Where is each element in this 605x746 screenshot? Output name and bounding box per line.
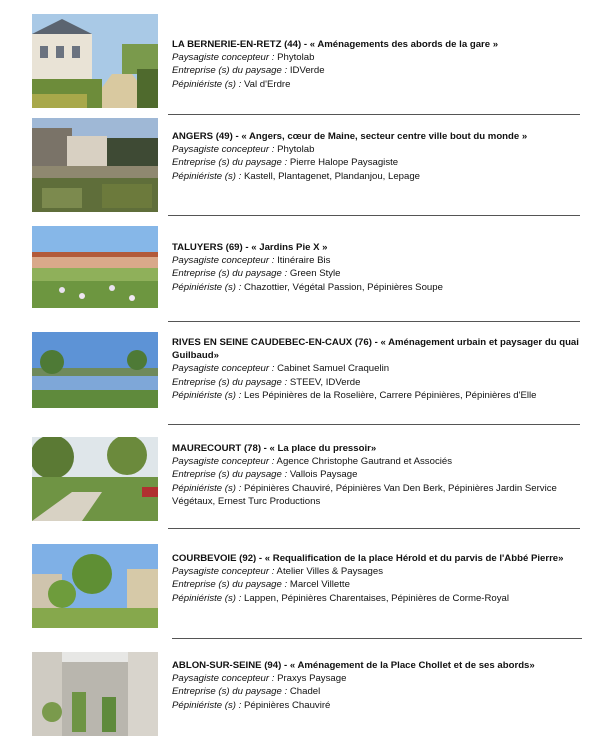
- nursery-line: [172, 170, 582, 183]
- nursery-value: Pépinières Chauviré, Pépinières Van Den Berk, Pépinières Jardin Service Végétaux, Ernest Turc Productions: [172, 482, 557, 507]
- entry-title: ABLON-SUR-SEINE (94) - « Aménagement de la Place Chollet et de ses abords»: [172, 660, 535, 671]
- company-line: [172, 685, 582, 698]
- place-name: MAURECOURT (78): [172, 443, 262, 454]
- company-value: Chadel: [289, 686, 321, 698]
- company-label: Entreprise (s) du paysage :: [172, 157, 288, 169]
- photo-la-bernerie: [32, 14, 158, 108]
- company-line: [172, 156, 582, 169]
- company-label: Entreprise (s) du paysage :: [172, 376, 288, 388]
- nursery-label: Pépiniériste (s) :: [172, 78, 242, 90]
- nursery-line: [172, 482, 582, 508]
- entry-title: MAURECOURT (78) - « La place du pressoir»: [172, 443, 377, 454]
- place-name: RIVES EN SEINE CAUDEBEC-EN-CAUX (76): [172, 337, 372, 348]
- nursery-label: Pépiniériste (s) :: [172, 389, 242, 401]
- place-name: LA BERNERIE-EN-RETZ (44): [172, 39, 302, 50]
- entry-text: [172, 38, 582, 91]
- designer-line: [172, 362, 582, 375]
- designer-value: Agence Christophe Gautrand et Associés: [276, 456, 453, 468]
- designer-label: Paysagiste concepteur :: [172, 144, 275, 156]
- project-name: « Aménagement de la Place Chollet et de ses abords»: [289, 660, 535, 671]
- nursery-line: [172, 389, 582, 402]
- entry-text: [172, 442, 582, 508]
- company-line: [172, 267, 582, 280]
- photo-taluyers: [32, 226, 158, 308]
- entry-title: COURBEVOIE (92) - « Requalification de la place Hérold et du parvis de l'Abbé Pierre»: [172, 553, 564, 564]
- separator: [168, 528, 580, 529]
- nursery-value: Pépinières Chauviré: [243, 699, 331, 711]
- project-name: « Aménagements des abords de la gare »: [309, 39, 499, 50]
- entry-title: TALUYERS (69) - « Jardins Pie X »: [172, 242, 328, 253]
- company-line: [172, 376, 582, 389]
- photo-image: [32, 118, 158, 212]
- project-name: « La place du pressoir»: [269, 443, 377, 454]
- project-name: « Angers, cœur de Maine, secteur centre ville bout du monde »: [241, 131, 528, 142]
- project-name: « Aménagement urbain et paysager du quai Guilbaud»: [172, 337, 579, 362]
- photo-image: [32, 332, 158, 408]
- place-name: ABLON-SUR-SEINE (94): [172, 660, 282, 671]
- company-label: Entreprise (s) du paysage :: [172, 686, 288, 698]
- designer-line: [172, 143, 582, 156]
- photo-rives-en-seine: [32, 332, 158, 408]
- designer-value: Phytolab: [277, 144, 315, 156]
- photo-image: [32, 544, 158, 628]
- separator: [172, 638, 582, 639]
- entry-text: [172, 336, 582, 402]
- entry-text: [172, 241, 582, 294]
- nursery-label: Pépiniériste (s) :: [172, 170, 242, 182]
- photo-image: [32, 14, 158, 108]
- designer-value: Cabinet Samuel Craquelin: [277, 363, 390, 375]
- designer-label: Paysagiste concepteur :: [172, 456, 275, 468]
- entry-title: ANGERS (49) - « Angers, cœur de Maine, secteur centre ville bout du monde »: [172, 131, 528, 142]
- designer-label: Paysagiste concepteur :: [172, 52, 275, 64]
- place-name: COURBEVOIE (92): [172, 553, 257, 564]
- entry-title: RIVES EN SEINE CAUDEBEC-EN-CAUX (76) - « Aménagement urbain et paysager du quai Guilbaud»: [172, 337, 579, 362]
- nursery-line: [172, 699, 582, 712]
- nursery-line: [172, 78, 582, 91]
- entry-text: [172, 552, 582, 605]
- company-label: Entreprise (s) du paysage :: [172, 268, 288, 280]
- designer-label: Paysagiste concepteur :: [172, 566, 275, 578]
- nursery-value: Les Pépinières de la Roselière, Carrere Pépinières, Pépinières d'Elle: [243, 389, 537, 401]
- nursery-value: Lappen, Pépinières Charentaises, Pépinières de Corme-Royal: [243, 592, 510, 604]
- designer-line: [172, 565, 582, 578]
- designer-value: Atelier Villes & Paysages: [276, 566, 384, 578]
- nursery-line: [172, 281, 582, 294]
- place-name: ANGERS (49): [172, 131, 233, 142]
- separator: [168, 215, 580, 216]
- designer-label: Paysagiste concepteur :: [172, 255, 275, 267]
- project-name: « Requalification de la place Hérold et du parvis de l'Abbé Pierre»: [264, 553, 564, 564]
- entry-title: LA BERNERIE-EN-RETZ (44) - « Aménagements des abords de la gare »: [172, 39, 499, 50]
- designer-label: Paysagiste concepteur :: [172, 363, 275, 375]
- designer-value: Praxys Paysage: [277, 673, 347, 685]
- nursery-label: Pépiniériste (s) :: [172, 592, 242, 604]
- designer-value: Phytolab: [277, 52, 315, 64]
- nursery-line: [172, 592, 582, 605]
- nursery-value: Kastell, Plantagenet, Plandanjou, Lepage: [243, 170, 421, 182]
- company-value: Green Style: [289, 268, 341, 280]
- company-line: [172, 468, 582, 481]
- nursery-label: Pépiniériste (s) :: [172, 281, 242, 293]
- nursery-label: Pépiniériste (s) :: [172, 482, 242, 494]
- company-value: STEEV, IDVerde: [289, 376, 361, 388]
- photo-courbevoie: [32, 544, 158, 628]
- company-value: IDVerde: [289, 65, 325, 77]
- company-line: [172, 64, 582, 77]
- designer-value: Itinéraire Bis: [277, 255, 331, 267]
- photo-maurecourt: [32, 437, 158, 521]
- nursery-value: Chazottier, Végétal Passion, Pépinières Soupe: [243, 281, 443, 293]
- photo-angers: [32, 118, 158, 212]
- company-line: [172, 578, 582, 591]
- company-value: Pierre Halope Paysagiste: [289, 157, 399, 169]
- designer-line: [172, 254, 582, 267]
- company-label: Entreprise (s) du paysage :: [172, 65, 288, 77]
- designer-line: [172, 51, 582, 64]
- company-label: Entreprise (s) du paysage :: [172, 469, 288, 481]
- separator: [168, 114, 580, 115]
- project-name: « Jardins Pie X »: [251, 242, 328, 253]
- separator: [168, 424, 580, 425]
- company-label: Entreprise (s) du paysage :: [172, 579, 288, 591]
- nursery-label: Pépiniériste (s) :: [172, 699, 242, 711]
- photo-image: [32, 437, 158, 521]
- entry-text: [172, 659, 582, 712]
- designer-line: [172, 672, 582, 685]
- company-value: Vallois Paysage: [289, 469, 358, 481]
- photo-ablon-sur-seine: [32, 652, 158, 736]
- entry-text: [172, 130, 582, 183]
- nursery-value: Val d'Erdre: [243, 78, 291, 90]
- photo-image: [32, 652, 158, 736]
- designer-label: Paysagiste concepteur :: [172, 673, 275, 685]
- photo-image: [32, 226, 158, 308]
- designer-line: [172, 455, 582, 468]
- separator: [168, 321, 580, 322]
- company-value: Marcel Villette: [289, 579, 350, 591]
- place-name: TALUYERS (69): [172, 242, 243, 253]
